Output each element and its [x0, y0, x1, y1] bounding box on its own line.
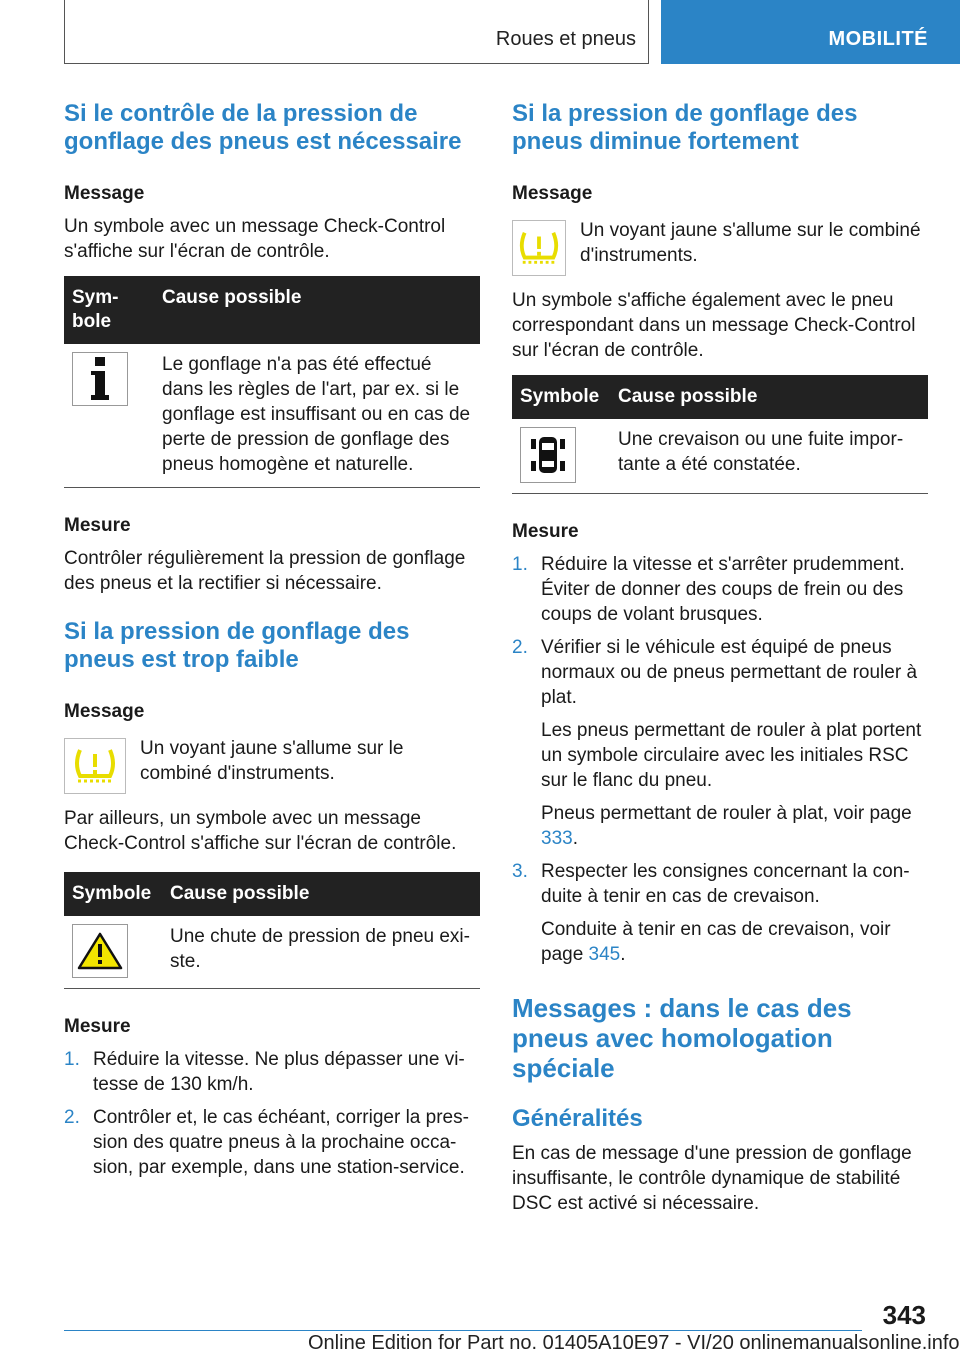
- right-column: [512, 100, 928, 1216]
- step-reference: [541, 801, 928, 851]
- section-title-pressure-low: Si la pression de gonflage des pneus est trop faible: [64, 618, 410, 673]
- table-header-symbol: Symbole: [512, 375, 610, 419]
- section-title-pressure-check: Si le contrôle de la pression de gonflage des pneus est nécessaire: [64, 100, 462, 155]
- tire-pressure-warning-icon: [64, 738, 126, 794]
- edition-text: Online Edition for Part no. 01405A10E97 - VI/20 onlinemanualsonline.info: [308, 1332, 960, 1354]
- measure-steps: [64, 1047, 480, 1180]
- subsection-title-general: Généralités: [512, 1105, 643, 1132]
- page-number: 343: [882, 1300, 926, 1330]
- symbol-table-3: [512, 375, 928, 494]
- step-number: 3.: [512, 861, 528, 882]
- measure-label: Mesure: [512, 521, 579, 542]
- symbol-table-1: [64, 276, 480, 488]
- table-row: [64, 344, 480, 488]
- section-title-pressure-drop: Si la pression de gonflage des pneus diminue fortement: [512, 100, 858, 155]
- reference-text: Conduite à tenir en cas de crevaison, voir page: [541, 919, 891, 965]
- section-title-special-tires: Messages : dans le cas des pneus avec homologation spéciale: [512, 993, 852, 1083]
- warning-light-text: Un voyant jaune s'allume sur le combiné d'instruments.: [140, 738, 404, 784]
- message-text: Par ailleurs, un symbole avec un message Check-Control s'affiche sur l'écran de contrôle.: [64, 808, 457, 854]
- symbol-table-2: [64, 872, 480, 989]
- car-tire-icon: [520, 427, 576, 483]
- message-text: Un symbole avec un message Check-Control s'affiche sur l'écran de contrôle.: [64, 216, 446, 262]
- measure-steps: [512, 552, 928, 967]
- message-label: Message: [64, 701, 145, 722]
- header-chapter-tab: [661, 0, 960, 64]
- table-row: [512, 419, 928, 494]
- reference-end: .: [572, 828, 578, 849]
- header-chapter-label: MOBILITÉ: [828, 28, 928, 50]
- message-label: Message: [512, 183, 593, 204]
- warning-light-row: [64, 736, 480, 794]
- step-note: Les pneus permettant de rouler à plat portent un symbole circulaire avec les initiales RSC sur le flanc du pneu.: [541, 720, 922, 791]
- list-item: [512, 635, 928, 851]
- measure-label: Mesure: [64, 1016, 131, 1037]
- step-text: Respecter les consignes concernant la con-duite à tenir en cas de crevaison.: [541, 861, 910, 907]
- table-cell-cause: Une chute de pression de pneu exi-ste.: [162, 916, 480, 989]
- warning-triangle-icon: [72, 924, 128, 978]
- warning-light-text: Un voyant jaune s'allume sur le combiné d'instruments.: [580, 220, 921, 266]
- reference-text: Pneus permettant de rouler à plat, voir page: [541, 803, 912, 824]
- footer-edition: [308, 1332, 960, 1355]
- message-text: Un symbole s'affiche également avec le pneu correspondant dans un message Check-Control sur l'écran de contrôle.: [512, 290, 916, 361]
- step-number: 2.: [64, 1107, 80, 1128]
- table-header-cause: Cause possible: [610, 375, 928, 419]
- list-item: [512, 859, 928, 967]
- reference-end: .: [620, 944, 626, 965]
- table-cell-cause: Le gonflage n'a pas été effectué dans les règles de l'art, par ex. si le gonflage est insuffisant ou en cas de perte de pression de gonflage des pneus homogène et naturelle.: [154, 344, 480, 488]
- footer-divider: [64, 1330, 862, 1331]
- left-column: [64, 100, 480, 1188]
- step-text: Réduire la vitesse et s'arrêter prudemment. Éviter de donner des coups de frein ou des coups de volant brusques.: [541, 554, 905, 625]
- header-section-title: Roues et pneus: [495, 28, 636, 50]
- step-number: 1.: [64, 1049, 80, 1070]
- tire-pressure-warning-icon: [512, 220, 566, 276]
- step-reference: [541, 917, 928, 967]
- step-text: Réduire la vitesse. Ne plus dépasser une vi-tesse de 130 km/h.: [93, 1049, 465, 1095]
- list-item: [512, 552, 928, 627]
- page-link-345[interactable]: 345: [588, 944, 621, 965]
- info-icon: [72, 352, 128, 406]
- table-cell-cause: Une crevaison ou une fuite impor-tante a été constatée.: [610, 419, 928, 494]
- table-header-cause: Cause possible: [162, 872, 480, 916]
- measure-label: Mesure: [64, 515, 131, 536]
- general-text: En cas de message d'une pression de gonflage insuffisante, le contrôle dynamique de stabilité DSC est activé si nécessaire.: [512, 1143, 912, 1214]
- list-item: [64, 1047, 480, 1097]
- step-text: Vérifier si le véhicule est équipé de pneus normaux ou de pneus permettant de rouler à plat.: [541, 637, 918, 708]
- table-header-symbol: Symbole: [64, 872, 162, 916]
- step-number: 2.: [512, 637, 528, 658]
- step-text: Contrôler et, le cas échéant, corriger la pres-sion des quatre pneus à la prochaine occa-sion, par exemple, dans une station-service.: [93, 1107, 469, 1178]
- message-label: Message: [64, 183, 145, 204]
- table-row: [64, 916, 480, 989]
- warning-light-row: [512, 218, 928, 276]
- step-number: 1.: [512, 554, 528, 575]
- measure-text: Contrôler régulièrement la pression de gonflage des pneus et la rectifier si nécessaire.: [64, 548, 466, 594]
- page-link-333[interactable]: 333: [541, 828, 573, 849]
- list-item: [64, 1105, 480, 1180]
- table-header-symbol: Sym-bole: [64, 276, 154, 344]
- table-header-cause: Cause possible: [154, 276, 480, 344]
